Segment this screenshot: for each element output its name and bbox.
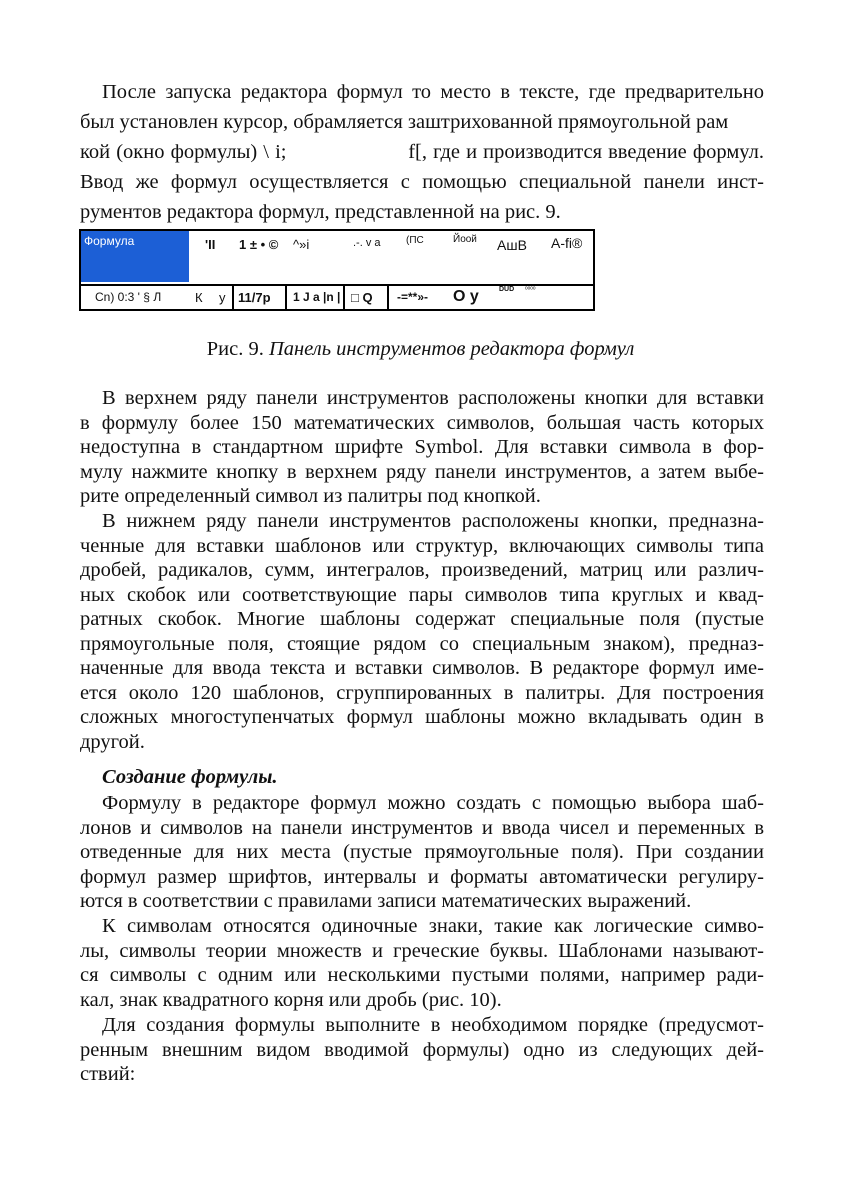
toolbar-divider bbox=[285, 286, 287, 311]
text-line: К символам относятся одиночные знаки, такие как логические симво- bbox=[102, 915, 764, 937]
text-line: в формулу более 150 математических символов, большая часть которых bbox=[80, 411, 764, 434]
text-line: кой (окно формулы) \ i; f[, где и производится введение формул. bbox=[80, 141, 764, 163]
text-line: ренным внешним видом вводимой формулы) одно из следующих дей- bbox=[80, 1038, 764, 1061]
toolbar-button-matrix-grid: ᵒᵒᵒᵒ bbox=[525, 286, 536, 293]
text-line: формул размер шрифтов, интервалы и форматы автоматически регулиру- bbox=[80, 865, 764, 888]
text-line: недоступна в стандартном шрифте Symbol. Для вставки символа в фор- bbox=[80, 436, 764, 458]
toolbar-button-integrals: 1 J a |n | bbox=[293, 290, 341, 304]
text-line: наченные для ввода текста и вставки символов. В редакторе формул име- bbox=[80, 657, 764, 679]
toolbar-divider bbox=[343, 286, 345, 311]
toolbar-button-subscript: у bbox=[219, 290, 226, 305]
toolbar-button-matrices: DUD bbox=[499, 286, 515, 293]
toolbar-button-greek-upper: А-fi® bbox=[551, 235, 583, 251]
figure-caption bbox=[0, 338, 841, 361]
toolbar-button-sets: (ПС bbox=[406, 235, 424, 246]
text-line: ются в соответствии с правилами записи математических выражений. bbox=[80, 890, 692, 912]
caption-title: Панель инструментов редактора формул bbox=[268, 338, 635, 360]
toolbar-symbols-row bbox=[81, 231, 593, 284]
text-line: другой. bbox=[80, 730, 145, 753]
caption-prefix: Рис. 9. bbox=[206, 338, 269, 360]
text-line: ется около 120 шаблонов, сгруппированных в палитры. Для построения bbox=[80, 681, 764, 704]
text-line: сложных многоступенчатых формул шаблоны можно вкладывать один в bbox=[80, 706, 764, 728]
text-line: В нижнем ряду панели инструментов расположены кнопки, предназна- bbox=[102, 510, 764, 532]
toolbar-button-underbars: □ Q bbox=[351, 290, 373, 305]
formula-editor-toolbar-figure bbox=[79, 229, 595, 311]
paragraph bbox=[80, 509, 764, 754]
toolbar-button-fraction: К bbox=[195, 290, 203, 305]
toolbar-button-arrows: ^»i bbox=[293, 237, 310, 252]
text-line: рументов редактора формул, представленной на рис. 9. bbox=[80, 201, 561, 223]
text-line: ченные для вставки шаблонов или структур, включающих символы типа bbox=[80, 534, 764, 557]
text-line: После запуска редактора формул то место в тексте, где предварительно bbox=[102, 81, 764, 103]
text-line: Ввод же формул осуществляется с помощью специальной панели инст- bbox=[80, 171, 764, 193]
text-line: лонов и символов на панели инструментов и ввода чисел и переменных в bbox=[80, 816, 764, 839]
paragraph bbox=[80, 914, 764, 1012]
toolbar-title-text: Формула bbox=[84, 234, 135, 248]
toolbar-button-brackets: Cn) 0:3 ' § Л bbox=[95, 290, 162, 304]
text-line: ствий: bbox=[80, 1063, 136, 1085]
toolbar-title bbox=[81, 231, 189, 282]
text-line: Формулу в редакторе формул можно создать с помощью выбора шаб- bbox=[102, 792, 764, 814]
text-line: В верхнем ряду панели инструментов расположены кнопки для вставки bbox=[102, 387, 764, 409]
toolbar-button-logic: .-. v a bbox=[353, 237, 381, 249]
toolbar-button-sums: 11/7р bbox=[238, 290, 271, 305]
text-line: Для создания формулы выполните в необходимом порядке (предусмот- bbox=[102, 1014, 764, 1036]
intro-paragraph bbox=[80, 77, 764, 227]
paragraph bbox=[80, 1013, 764, 1087]
toolbar-button-misc: Йоой bbox=[453, 234, 477, 245]
toolbar-divider bbox=[232, 286, 234, 311]
toolbar-button-labeled-arrows: -=**»- bbox=[397, 290, 429, 304]
section-heading: Создание формулы. bbox=[102, 766, 278, 788]
text-line: ных скобок или соответствующие пары символов типа круглых и квад- bbox=[80, 583, 764, 606]
toolbar-divider bbox=[387, 286, 389, 311]
paragraph bbox=[80, 791, 764, 914]
text-line: мулу нажмите кнопку в верхнем ряду панели инструментов, а затем выбе- bbox=[80, 460, 764, 483]
text-line: прямоугольные поля, стоящие рядом со специальным знаком), предназ- bbox=[80, 632, 764, 655]
toolbar-button-operators: 1 ± • © bbox=[239, 237, 279, 252]
text-line: отведенные для них места (пустые прямоугольные поля). При создании bbox=[80, 841, 764, 863]
text-line: ратных скобок. Многие шаблоны содержат специальные поля (пустые bbox=[80, 608, 764, 630]
paragraph bbox=[80, 386, 764, 509]
text-line: ся символы с одним или несколькими пустыми полями, например ради- bbox=[80, 964, 764, 986]
text-line: дробей, радикалов, сумм, интегралов, произведений, матриц или различ- bbox=[80, 559, 764, 581]
toolbar-templates-row bbox=[81, 284, 593, 311]
toolbar-button-products: O y bbox=[453, 288, 479, 305]
text-line: лы, символы теории множеств и греческие буквы. Шаблонами называют- bbox=[80, 939, 764, 962]
text-line: рите определенный символ из палитры под кнопкой. bbox=[80, 485, 541, 507]
text-line: был установлен курсор, обрамляется заштрихованной прямоугольной рам bbox=[80, 111, 729, 133]
toolbar-button-greek-lower: АшВ bbox=[497, 237, 527, 253]
text-line: кал, знак квадратного корня или дробь (рис. 10). bbox=[80, 988, 502, 1011]
toolbar-button-spaces: 'II bbox=[205, 237, 216, 252]
